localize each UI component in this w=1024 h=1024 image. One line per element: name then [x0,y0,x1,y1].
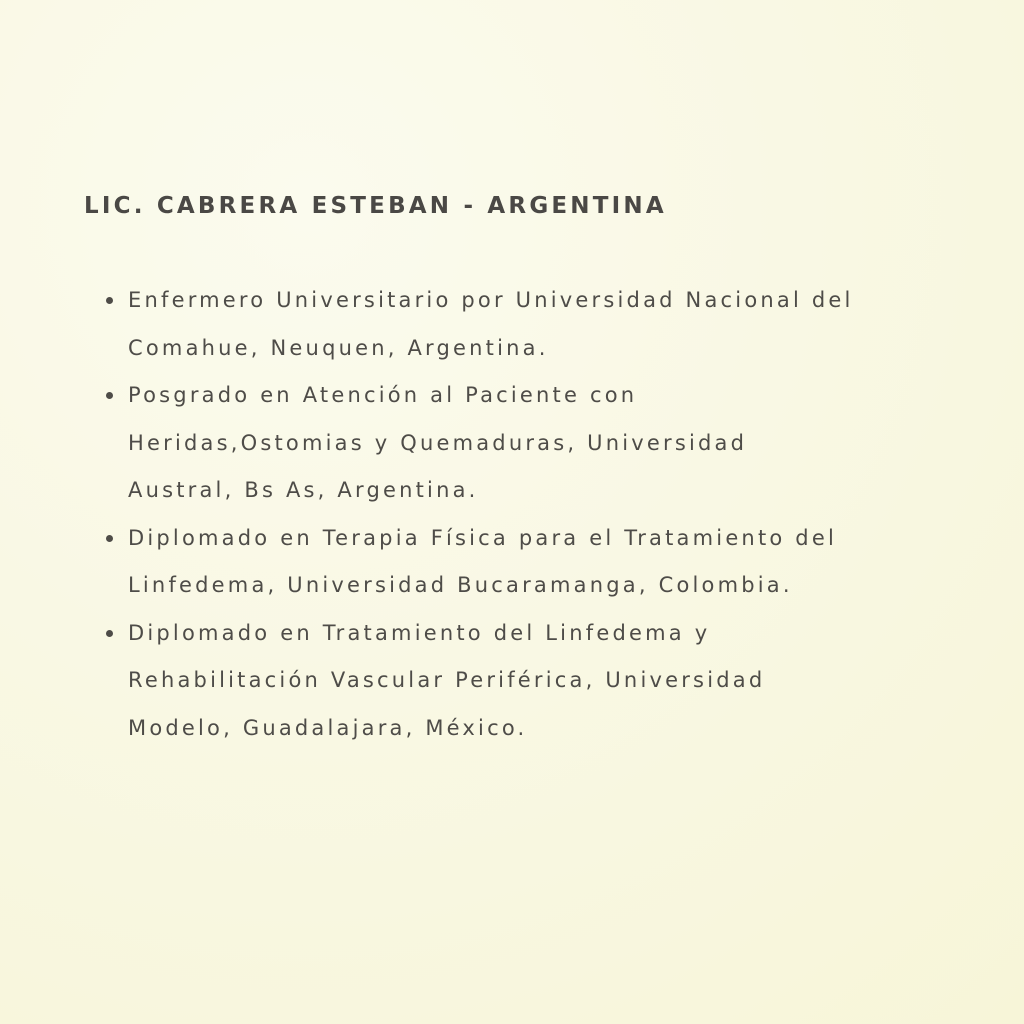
page-title: LIC. CABRERA ESTEBAN - ARGENTINA [84,193,667,219]
list-item-line: Linfedema, Universidad Bucaramanga, Colombia. [128,573,793,597]
list-item-line: Diplomado en Tratamiento del Linfedema y [128,620,711,645]
list-item-line: Enfermero Universitario por Universidad Nacional del [128,288,854,312]
list-item [104,610,964,753]
list-item [104,372,964,515]
list-item-line: Austral, Bs As, Argentina. [128,478,479,502]
list-item-line: Diplomado en Terapia Física para el Tratamiento del [128,525,837,550]
bullet-dot-icon [106,297,113,304]
list-item-line: Comahue, Neuquen, Argentina. [128,335,549,360]
list-item-line: Heridas,Ostomias y Quemaduras, Universidad [128,430,748,455]
list-item-line: Rehabilitación Vascular Periférica, Universidad [128,668,766,692]
list-item-line: Modelo, Guadalajara, México. [128,715,528,740]
bullet-dot-icon [106,630,113,637]
list-item-line: Posgrado en Atención al Paciente con [128,383,638,407]
credentials-list [104,277,964,752]
list-item [104,277,964,372]
list-item [104,515,964,610]
bullet-dot-icon [106,392,113,399]
bullet-dot-icon [106,535,113,542]
